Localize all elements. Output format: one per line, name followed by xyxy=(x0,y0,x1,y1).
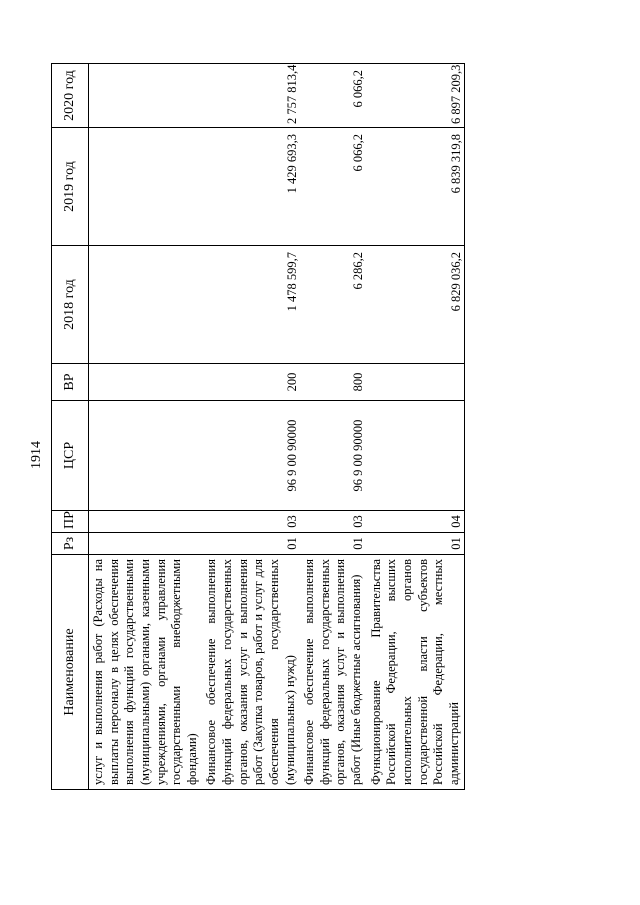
row-vr: 200 xyxy=(202,364,300,401)
row-vr xyxy=(367,364,465,401)
rotated-table-container xyxy=(51,64,591,790)
table-row xyxy=(300,64,367,790)
header-pr: ПР xyxy=(52,511,89,533)
header-2020: 2020 год xyxy=(52,64,89,128)
budget-table xyxy=(51,63,465,790)
row-csr xyxy=(367,401,465,511)
row-rz: 01 xyxy=(367,533,465,555)
row-pr: 03 xyxy=(202,511,300,533)
row-name: Финансовое обеспечение выполнения функций федеральных государственных органов, оказания услуг и выполнения работ (Иные бюджетные ассигнования) xyxy=(300,555,367,790)
row-name: Функционирование Правительства Российской Федерации, высших исполнительных органов государственной власти субъектов Российской Федерации, местных администраций xyxy=(367,555,465,790)
row-2018 xyxy=(89,246,203,364)
row-2019: 1 429 693,3 xyxy=(202,128,300,246)
row-name: Финансовое обеспечение выполнения функций федеральных государственных органов, оказания услуг и выполнения работ (Закупка товаров, работ и услуг для обеспечения государственных (муниципальных) нужд) xyxy=(202,555,300,790)
row-pr xyxy=(89,511,203,533)
row-2018: 6 829 036,2 xyxy=(367,246,465,364)
page-number-container xyxy=(22,435,52,475)
header-2018: 2018 год xyxy=(52,246,89,364)
row-csr xyxy=(89,401,203,511)
row-vr: 800 xyxy=(300,364,367,401)
table-row xyxy=(202,64,300,790)
row-rz: 01 xyxy=(300,533,367,555)
row-pr: 04 xyxy=(367,511,465,533)
header-csr: ЦСР xyxy=(52,401,89,511)
row-csr: 96 9 00 90000 xyxy=(202,401,300,511)
row-2018: 1 478 599,7 xyxy=(202,246,300,364)
header-vr: ВР xyxy=(52,364,89,401)
row-2019 xyxy=(89,128,203,246)
row-2020: 2 757 813,4 xyxy=(202,64,300,128)
row-2019: 6 839 319,8 xyxy=(367,128,465,246)
row-2019: 6 066,2 xyxy=(300,128,367,246)
row-2020: 6 066,2 xyxy=(300,64,367,128)
row-2020 xyxy=(89,64,203,128)
row-vr xyxy=(89,364,203,401)
header-2019: 2019 год xyxy=(52,128,89,246)
table-header-row xyxy=(52,64,89,790)
page-number: 1914 xyxy=(29,441,44,469)
row-2018: 6 286,2 xyxy=(300,246,367,364)
row-2020: 6 897 209,3 xyxy=(367,64,465,128)
header-rz: Рз xyxy=(52,533,89,555)
row-csr: 96 9 00 90000 xyxy=(300,401,367,511)
table-row xyxy=(367,64,465,790)
row-rz xyxy=(89,533,203,555)
table-row xyxy=(89,64,203,790)
row-name: услуг и выполнения работ (Расходы на выплаты персоналу в целях обеспечения выполнения функций государственными (муниципальными) органами, казенными учреждениями, органами управления государственными внебюджетными фондами) xyxy=(89,555,203,790)
header-name: Наименование xyxy=(52,555,89,790)
row-pr: 03 xyxy=(300,511,367,533)
row-rz: 01 xyxy=(202,533,300,555)
